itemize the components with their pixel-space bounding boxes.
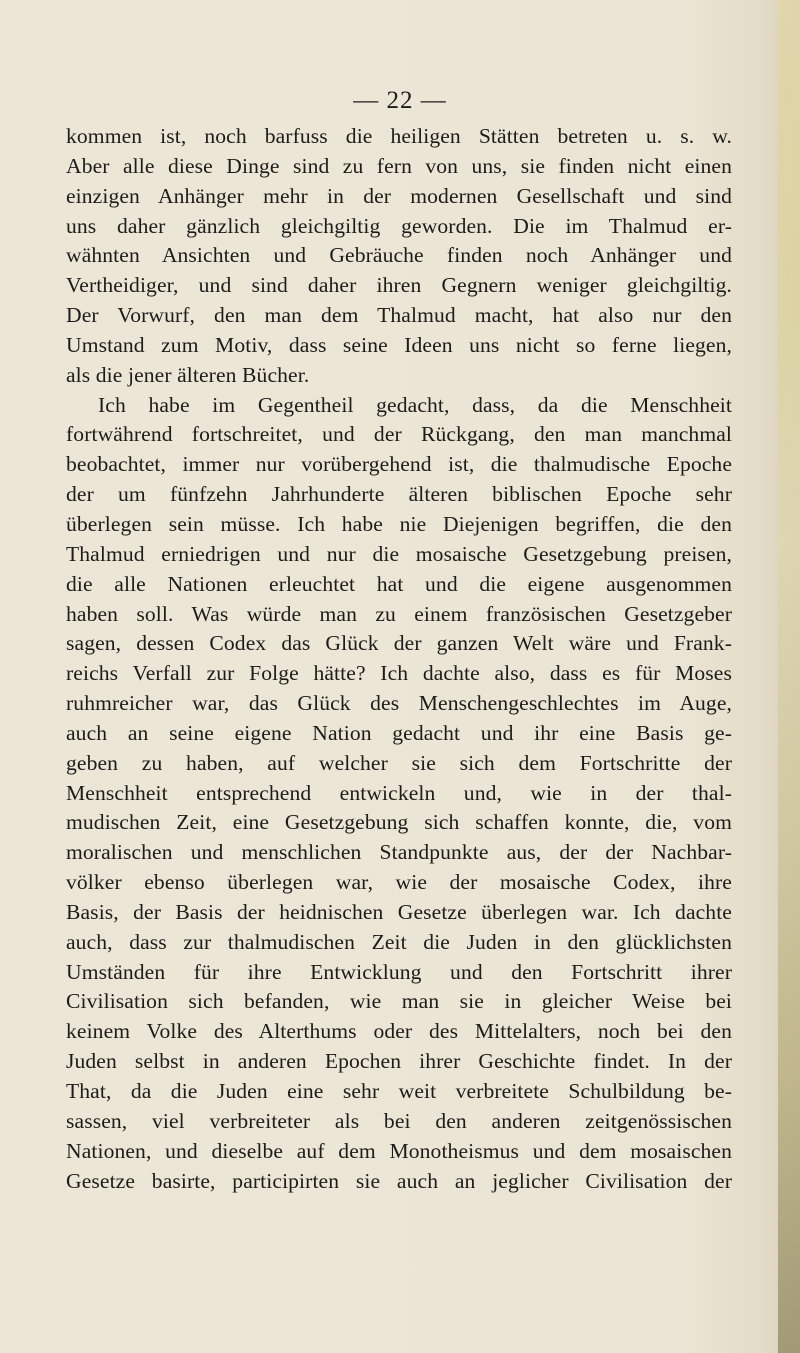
text-line: die alle Nationen erleuchtet hat und die eigene ausgenommen xyxy=(66,571,732,596)
text-line: einzigen Anhänger mehr in der modernen Gesellschaft und sind xyxy=(66,183,732,208)
text-line: ruhmreicher war, das Glück des Menschengeschlechtes im Auge, xyxy=(66,691,732,716)
text-line: auch, dass zur thalmudischen Zeit die Juden in den glücklichsten xyxy=(66,929,732,954)
text-line: fortwährend fortschreitet, und der Rückgang, den man manchmal xyxy=(66,422,732,447)
text-line: sagen, dessen Codex das Glück der ganzen Welt wäre und Frank- xyxy=(66,631,732,656)
text-line: beobachtet, immer nur vorübergehend ist, die thalmudische Epoche xyxy=(66,452,732,477)
text-line: geben zu haben, auf welcher sie sich dem Fortschritte der xyxy=(66,750,732,775)
text-line: überlegen sein müsse. Ich habe nie Diejenigen begriffen, die den xyxy=(66,511,732,536)
text-line: Der Vorwurf, den man dem Thalmud macht, hat also nur den xyxy=(66,303,732,328)
text-line: Basis, der Basis der heidnischen Gesetze überlegen war. Ich dachte xyxy=(66,899,732,924)
text-line: keinem Volke des Alterthums oder des Mittelalters, noch bei den xyxy=(66,1019,732,1044)
text-line: mudischen Zeit, eine Gesetzgebung sich schaffen konnte, die, vom xyxy=(66,810,732,835)
text-line: Umständen für ihre Entwicklung und den Fortschritt ihrer xyxy=(66,959,732,984)
text-line: Gesetze basirte, participirten sie auch an jeglicher Civilisation der xyxy=(66,1168,732,1193)
text-line: wähnten Ansichten und Gebräuche finden noch Anhänger und xyxy=(66,243,732,268)
text-line: Ich habe im Gegentheil gedacht, dass, da die Menschheit xyxy=(98,392,732,417)
text-line: völker ebenso überlegen war, wie der mosaische Codex, ihre xyxy=(66,870,732,895)
text-line: Menschheit entsprechend entwickeln und, wie in der thal- xyxy=(66,780,732,805)
text-line: Vertheidiger, und sind daher ihren Gegnern weniger gleichgiltig. xyxy=(66,273,732,298)
text-line: kommen ist, noch barfuss die heiligen Stätten betreten u. s. w. xyxy=(66,124,732,148)
text-line: Civilisation sich befanden, wie man sie in gleicher Weise bei xyxy=(66,989,732,1014)
page-edge-stain xyxy=(778,0,800,1353)
page-number: — 22 — xyxy=(353,87,447,114)
text-line: auch an seine eigene Nation gedacht und ihr eine Basis ge- xyxy=(66,720,732,745)
body-text xyxy=(66,122,732,1196)
text-line: That, da die Juden eine sehr weit verbreitete Schulbildung be- xyxy=(66,1079,732,1103)
text-line: Thalmud erniedrigen und nur die mosaische Gesetzgebung preisen, xyxy=(66,541,732,566)
text-line: moralischen und menschlichen Standpunkte aus, der der Nachbar- xyxy=(66,840,732,865)
text-line: als die jener älteren Bücher. xyxy=(66,362,310,387)
text-line: uns daher gänzlich gleichgiltig geworden. Die im Thalmud er- xyxy=(66,213,732,238)
text-line: Umstand zum Motiv, dass seine Ideen uns nicht so ferne liegen, xyxy=(66,332,732,357)
text-line: Juden selbst in anderen Epochen ihrer Geschichte findet. In der xyxy=(66,1049,732,1074)
text-line: haben soll. Was würde man zu einem französischen Gesetzgeber xyxy=(66,601,732,626)
text-line: der um fünfzehn Jahrhunderte älteren biblischen Epoche sehr xyxy=(66,482,732,507)
text-line: reichs Verfall zur Folge hätte? Ich dachte also, dass es für Moses xyxy=(66,661,732,686)
text-line: Aber alle diese Dinge sind zu fern von uns, sie finden nicht einen xyxy=(66,153,732,178)
text-line: sassen, viel verbreiteter als bei den anderen zeitgenössischen xyxy=(66,1108,732,1133)
text-line: Nationen, und dieselbe auf dem Monotheismus und dem mosaischen xyxy=(66,1138,732,1163)
